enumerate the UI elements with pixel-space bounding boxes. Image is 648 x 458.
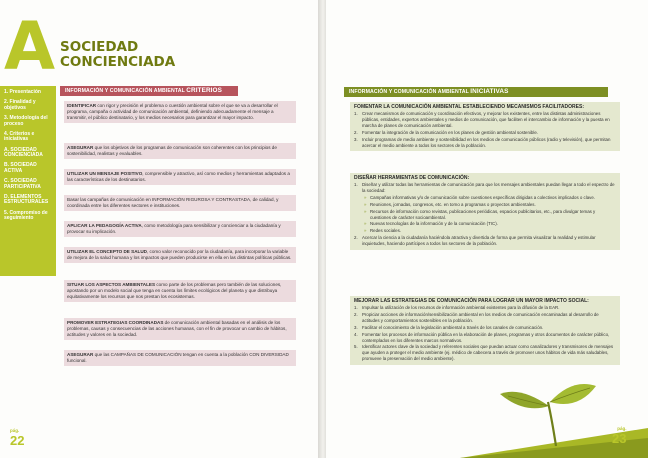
page-number-left [10,428,24,448]
list-item: 1. Impulsar la utilización de los recursos de información ambiental existentes para la difusión de la EAR. [354,305,560,310]
section-title-line2: CONCIENCIADA [60,54,176,70]
criterios-header-label: INFORMACIÓN Y COMUNICACIÓN AMBIENTAL [65,88,185,94]
criterio-text: , como valor reconocido por la ciudadanía, para incorporar la variable de mejora de la salud humana y los impactos que pueden producirse en ella en las distintas políticas públicas. [67,249,292,260]
criterio-text: que los objetivos de los programas de comunicación son coherentes con los principios de sostenibilidad, realistas y evaluables. [67,145,277,156]
criterio-block [64,101,296,123]
criterio-text: , comprensible y atractivo, así como medios y herramientas adaptados a las características de los destinatarios. [67,171,290,182]
iniciativa-block-fomentar [350,102,620,151]
nav-item-compromiso[interactable]: 5. Compromiso de seguimiento [4,209,48,222]
nav-item-sociedad-concienciada[interactable]: A. SOCIEDAD CONCIENCIADA [4,146,43,159]
list-item: 3. Facilitar el conocimiento de la legislación ambiental a través de los canales de comunicación. [354,324,544,330]
criterio-block [64,318,296,340]
list-item: 1. Crear mecanismos de comunicación y coordinación efectivos, y mejorar los existentes, entre las distintas administraciones públicas, entidades, expertos ambientales y medios de comunicación, que faciliten el intercambio de información y la puesta en marcha de planes de comunicación ambiental. [354,111,616,129]
nav-item-finalidad[interactable]: 2. Finalidad y objetivos [4,99,36,111]
criterio-lead: IDENTIFICAR [67,103,97,108]
criterio-block [64,195,296,211]
bullet-item [364,209,616,221]
iniciativas-header-label: INFORMACIÓN Y COMUNICACIÓN AMBIENTAL [349,89,469,95]
criterio-block [64,350,296,366]
bullet-icon: » [364,208,367,214]
criterio-text: Basar las campañas de comunicación en INFORMACIÓN RIGUROSA Y CONTRASTADA, de calidad, y coordinada entre los diferentes sectores e instituciones. [67,197,279,208]
nav-item-sociedad-participativa[interactable]: C. SOCIEDAD PARTICIPATIVA [4,178,41,190]
criterio-lead: PROMOVER ESTRATEGIAS COORDINADAS [67,320,164,325]
list-item-text: Impulsar la utilización de los recursos de información ambiental existentes para la difusión de la EAR. [362,305,560,310]
nav-item-elementos[interactable]: D. ELEMENTOS ESTRUCTURALES [4,193,49,206]
list-item-text: Fomentar la integración de la comunicación en los planes de gestión ambiental sostenible. [362,129,538,135]
list-item: 3. Incluir programas de medio ambiente y sostenibilidad en los medios de comunicación públicos (radio y televisión), que permitan acercar el medio ambiente a todos los sectores de la población. [354,137,616,149]
list-item-text: Identificar actores clave de la sociedad y referentes sociales que puedan actuar como canalizadores y transmisores de mensajes que ayuden a proteger el medio ambiente (ej. médico de cabecera a través de promover unos hábitos de vida más saludables, promueve la preservación del medio ambiente). [362,344,614,362]
list-item: 2. Propiciar acciones de información/sensibilización ambiental en los medios de comunicación encaminadas al desarrollo de actitudes y comportamientos sostenibles en la población. [354,312,616,324]
iniciativas-header-strong: INICIATIVAS [470,88,509,95]
criterio-lead: UTILIZAR UN MENSAJE POSITIVO [67,171,143,176]
list-item-text: Diseñar y utilizar todas las herramientas de comunicación para que los mensajes ambientales puedan llegar a todo el espectro de la sociedad: [362,182,615,193]
criterio-block [64,143,296,159]
list-item-text: Propiciar acciones de información/sensibilización ambiental en los medios de comunicación encaminadas al desarrollo de actitudes y comportamientos sostenibles en la población. [362,311,599,323]
criterio-text: que las CAMPAÑAS DE COMUNICACIÓN tengan en cuenta a la población CON DIVERSIDAD funcional. [67,352,289,363]
bullet-icon: » [364,201,367,207]
section-title-line1: SOCIEDAD [60,39,139,55]
list-item-text: Facilitar el conocimiento de la legislación ambiental a través de los canales de comunicación. [362,324,544,330]
list-item: 5. Identificar actores clave de la sociedad y referentes sociales que puedan actuar como canalizadores y transmisores de mensajes que ayuden a proteger el medio ambiente (ej. médico de cabecera a través de promover unos hábitos de vida más saludables, promueve la preservación del medio ambiente). [354,344,616,362]
criterio-lead: SITUAR LOS ASPECTOS AMBIENTALES [67,282,156,287]
criterio-lead: APLICAR LA PEDAGOGÍA ACTIVA [67,223,142,228]
page-number-value: 22 [10,433,25,448]
bullet-text: Reuniones, jornadas, congresos, etc. en torno a programas o proyectos ambientales. [370,201,536,207]
bullet-icon: » [364,221,367,227]
nav-item-criterios[interactable]: 4. Criterios e iniciativas [4,130,35,143]
bullet-item [364,221,616,227]
criterio-text: como parte de los problemas pero también de las soluciones, apostando por un modelo social que tenga en cuenta los límites ecológicos del planeta y que distribuya equitativamente los recursos que nos prestan los ecosistemas. [67,282,282,299]
criterio-text: con rigor y precisión el problema o cuestión ambiental sobre el que se va a desarrollar el programa, campaña o actividad de comunicación ambiental, definiendo adecuadamente el mensaje a transmitir, el público destinatario, y los medios necesarios para garantizar el mayor impacto. [67,103,278,120]
list-item-text: Acercar la ciencia a la ciudadanía haciéndola atractiva y divertida de forma que permita visualizar la realidad y estimular inquietudes, haciendo partícipes a todos los sectores de la población. [362,235,596,247]
list-item-text: Incluir programas de medio ambiente y sostenibilidad en los medios de comunicación públicos (radio y televisión), que permitan acercar el medio ambiente a todos los sectores de la población. [362,136,611,148]
left-page [0,0,320,458]
sidebar-nav [0,86,56,276]
bullet-icon: » [364,194,367,200]
criterio-text: de comunicación ambiental basadas en el análisis de los problemas, causas y consecuencias de las acciones humanas, con el fin de provocar un cambio de hábitos, actitudes y valores en la sociedad. [67,320,287,337]
page-label: pág. [617,426,627,431]
criterio-block [64,221,296,237]
iniciativa-block-mejorar [350,296,620,365]
iniciativa-block-disenar [350,173,620,250]
sprout-illustration [460,380,648,458]
bullet-icon: » [364,228,367,234]
criterios-header-strong: CRITERIOS [186,87,222,94]
criterios-header [60,86,238,96]
criterio-lead: ASEGURAR [67,145,94,150]
block-heading: MEJORAR LAS ESTRATEGIAS DE COMUNICACIÓN PARA LOGRAR UN MAYOR IMPACTO SOCIAL: [354,298,589,304]
bullet-item [364,195,616,201]
bullet-text: Recursos de información como revistas, publicaciones periódicas, espacios publicitarios, etc., para divulgar temas y cuestiones de carácter socioambiental. [370,208,596,220]
nav-item-metodologia[interactable]: 3. Metodología del proceso [4,114,48,127]
criterio-block [64,169,296,185]
page-number-value: 23 [612,431,627,446]
page-number-right [612,426,626,446]
criterio-text: , como metodología para sensibilizar y concienciar a la ciudadanía y provocar su implicación. [67,223,281,234]
iniciativas-header [344,87,608,97]
bullet-text: Redes sociales. [370,228,401,234]
section-letter: A [4,8,55,85]
criterio-lead: UTILIZAR EL CONCEPTO DE SALUD [67,249,147,254]
block-heading: DISEÑAR HERRAMIENTAS DE COMUNICACIÓN: [354,175,470,181]
bullet-item [364,228,616,234]
nav-item-presentacion[interactable]: 1. Presentación [4,89,41,95]
criterio-block [64,280,296,302]
stem-icon [548,402,556,446]
list-item: 2. Acercar la ciencia a la ciudadanía haciéndola atractiva y divertida de forma que permita visualizar la realidad y estimular inquietudes, haciendo partícipes a todos los sectores de la población. [354,235,616,247]
block-heading: FOMENTAR LA COMUNICACIÓN AMBIENTAL ESTABLECIENDO MECANISMOS FACILITADORES: [354,104,584,110]
bullet-text: Nuevas tecnologías de la información y de la comunicación (TIC). [370,221,498,227]
section-title [60,40,175,70]
list-item: 2. Fomentar la integración de la comunicación en los planes de gestión ambiental sostenible. [354,129,538,135]
bullet-item [364,202,616,208]
list-item-text: Fomentar los procesos de información pública en la elaboración de planes, programas y otros documentos de carácter público, contemplados en los diferentes marcos normativos. [362,331,610,343]
list-item: 1. Diseñar y utilizar todas las herramientas de comunicación para que los mensajes ambientales puedan llegar a todo el espectro de la sociedad: [354,182,615,193]
list-item: 4. Fomentar los procesos de información pública en la elaboración de planes, programas y otros documentos de carácter público, contemplados en los diferentes marcos normativos. [354,332,616,344]
criterio-block [64,247,296,263]
leaf-right-icon [550,384,596,404]
bullet-text: Campañas informativas y/o de comunicación sobre cuestiones específicas dirigidas a colectivos implicados o clave. [370,194,596,200]
list-item-text: Crear mecanismos de comunicación y coordinación efectivos, y mejorar los existentes, entre las distintas administraciones públicas, entidades, expertos ambientales y medios de comunicación, que faciliten el intercambio de información y la puesta en marcha de planes de comunicación ambiental. [362,111,610,128]
criterio-lead: ASEGURAR [67,352,94,357]
page-label: pág. [10,428,20,433]
nav-item-sociedad-activa[interactable]: B. SOCIEDAD ACTIVA [4,162,37,174]
